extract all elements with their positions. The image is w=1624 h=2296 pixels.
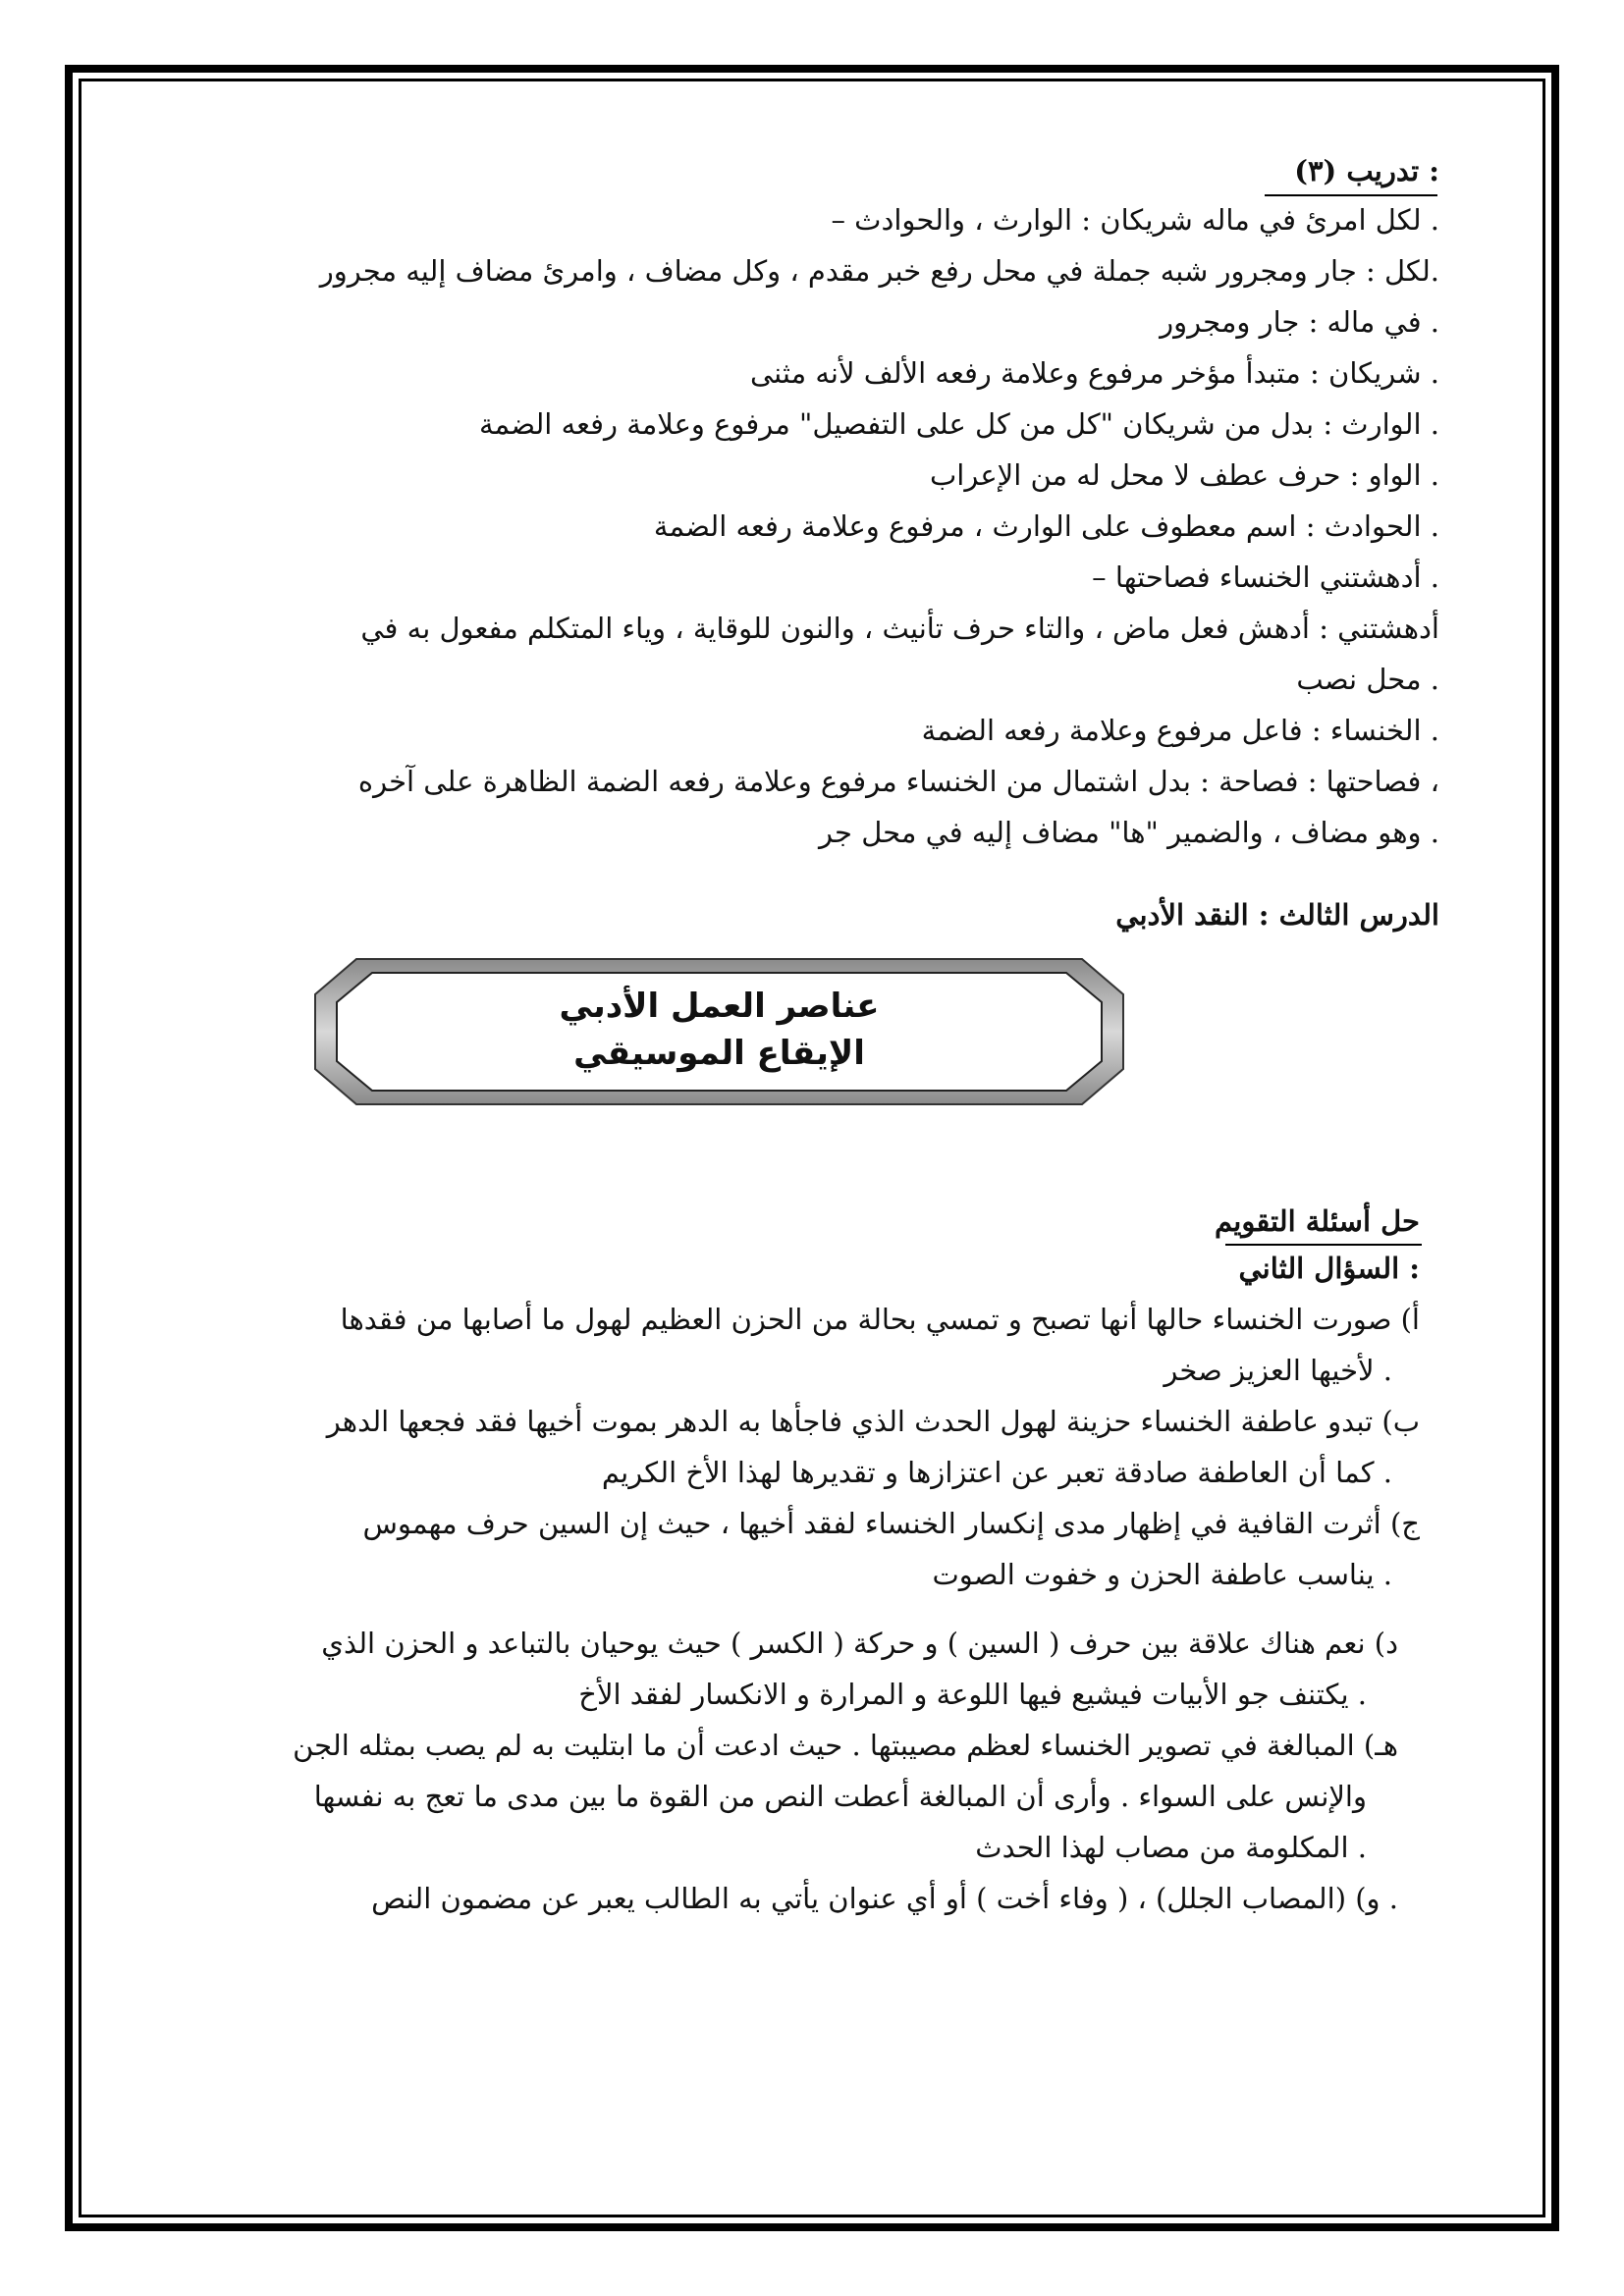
training-line: – لكل امرئ في ماله شريكان : الوارث ، والحوادث . xyxy=(831,203,1439,237)
training-line: محل نصب . xyxy=(1296,663,1439,696)
question-title: السؤال الثاني : xyxy=(1238,1252,1420,1285)
evaluation-title-underline xyxy=(1225,1244,1422,1246)
answer-line: لأخيها العزيز صخر . xyxy=(1164,1354,1392,1387)
training-line: الواو : حرف عطف لا محل له من الإعراب . xyxy=(930,458,1439,492)
answer-line: المكلومة من مصاب لهذا الحدث . xyxy=(975,1831,1367,1864)
answer-line: د) نعم هناك علاقة بين حرف ( السين ) و حركة ( الكسر ) حيث يوحيان بالتباعد و الحزن الذي xyxy=(321,1627,1398,1660)
lesson-heading: الدرس الثالث : النقد الأدبي xyxy=(1115,898,1439,932)
training-line: – أدهشتني الخنساء فصاحتها . xyxy=(1092,561,1439,594)
training-line: أدهشتني : أدهش فعل ماض ، والتاء حرف تأنيث ، والنون للوقاية ، وياء المتكلم مفعول به في xyxy=(360,612,1439,645)
training-line: فصاحتها : فصاحة : بدل اشتمال من الخنساء مرفوع وعلامة رفعه الضمة الظاهرة على آخره ، xyxy=(357,765,1439,798)
training-line: الخنساء : فاعل مرفوع وعلامة رفعه الضمة . xyxy=(921,714,1439,747)
topic-banner xyxy=(313,957,1125,1106)
answer-line: يناسب عاطفة الحزن و خفوت الصوت . xyxy=(932,1558,1392,1591)
answer-line: يكتنف جو الأبيات فيشيع فيها اللوعة و المرارة و الانكسار لفقد الأخ . xyxy=(578,1678,1367,1711)
answer-line: هـ) المبالغة في تصوير الخنساء لعظم مصيبتها . حيث ادعت أن ما ابتليت به لم يصب بمثله الجن xyxy=(293,1729,1398,1762)
training-title-underline xyxy=(1265,194,1437,196)
evaluation-title: حل أسئلة التقويم xyxy=(1214,1204,1420,1238)
answer-line: أ) صورت الخنساء حالها أنها تصبح و تمسي بحالة من الحزن العظيم لهول ما أصابها من فقدها xyxy=(340,1303,1420,1336)
banner-line-2: الإيقاع الموسيقي xyxy=(573,1034,865,1073)
answer-line: و) (المصاب الجلل) ، ( وفاء أخت ) أو أي عنوان يأتي به الطالب يعبر عن مضمون النص . xyxy=(371,1882,1398,1915)
training-line: شريكان : متبدأ مؤخر مرفوع وعلامة رفعه الألف لأنه مثنى . xyxy=(749,356,1439,390)
answer-line: ج) أثرت القافية في إظهار مدى إنكسار الخنساء لفقد أخيها ، حيث إن السين حرف مهموس xyxy=(362,1507,1420,1540)
training-line: الحوادث : اسم معطوف على الوارث ، مرفوع وعلامة رفعه الضمة . xyxy=(653,509,1439,543)
training-line: وهو مضاف ، والضمير "ها" مضاف إليه في محل جر . xyxy=(819,816,1439,849)
training-line: لكل : جار ومجرور شبه جملة في محل رفع خبر مقدم ، وكل مضاف ، وامرئ مضاف إليه مجرور. xyxy=(319,254,1439,288)
banner-line-1: عناصر العمل الأدبي xyxy=(559,987,880,1026)
answer-line: والإنس على السواء . وأرى أن المبالغة أعطت النص من القوة ما بين مدى ما تعج به نفسها xyxy=(313,1780,1367,1813)
training-line: الوارث : بدل من شريكان "كل من كل على التفصيل" مرفوع وعلامة رفعه الضمة . xyxy=(479,407,1439,441)
answer-line: كما أن العاطفة صادقة تعبر عن اعتزازها و تقديرها لهذا الأخ الكريم . xyxy=(601,1456,1392,1489)
training-line: في ماله : جار ومجرور . xyxy=(1160,305,1439,339)
answer-line: ب) تبدو عاطفة الخنساء حزينة لهول الحدث الذي فاجأها به الدهر بموت أخيها فقد فجعها الدهر xyxy=(326,1405,1420,1438)
training-title: تدريب (٣) : xyxy=(1294,154,1439,187)
